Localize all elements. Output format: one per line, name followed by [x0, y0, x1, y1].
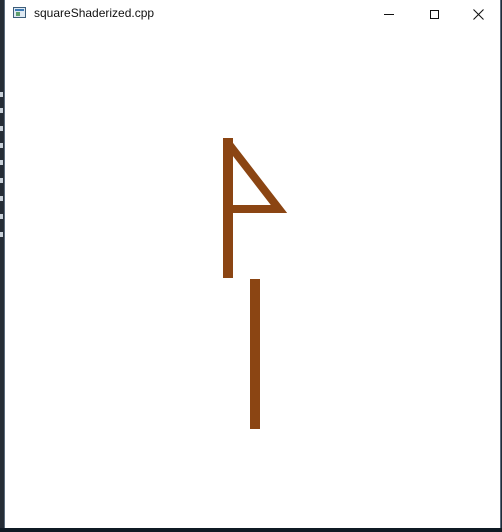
app-window: [4, 0, 501, 528]
close-icon: [473, 9, 484, 20]
minimize-icon: [384, 14, 394, 15]
minimize-button[interactable]: [366, 0, 412, 28]
lower-bar: [250, 279, 260, 429]
close-button[interactable]: [455, 0, 501, 28]
flag-pole: [223, 138, 233, 278]
maximize-icon: [430, 10, 439, 19]
taskbar: [0, 528, 502, 532]
scene-drawing: [5, 28, 500, 528]
render-canvas[interactable]: [5, 28, 500, 528]
title-bar[interactable]: [5, 0, 500, 28]
window-title: squareShaderized.cpp: [34, 6, 155, 20]
app-window-icon[interactable]: [13, 7, 26, 18]
maximize-button[interactable]: [411, 0, 457, 28]
flag-triangle: [228, 143, 279, 209]
